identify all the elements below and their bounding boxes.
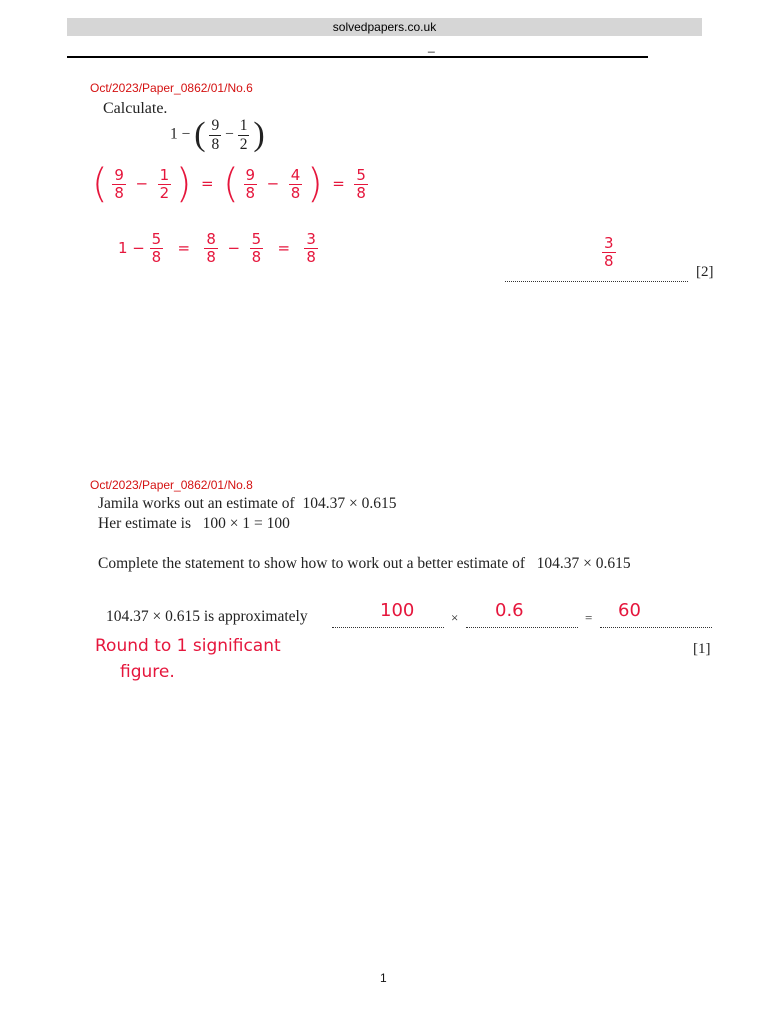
q8-line-2: Her estimate is 100 × 1 = 100	[98, 515, 290, 532]
q6-marks: [2]	[696, 264, 714, 280]
q6-answer: $\frac{3}{8}$	[604, 234, 614, 270]
q8-marks: [1]	[693, 641, 711, 657]
q8-statement: 104.37 × 0.615 is approximately	[106, 608, 308, 625]
q6-answer-line	[505, 281, 688, 282]
q8-note-line-2: figure.	[120, 662, 175, 682]
q6-reference: Oct/2023/Paper_0862/01/No.6	[90, 81, 253, 95]
site-name: solvedpapers.co.uk	[332, 20, 437, 34]
q8-blank-2	[466, 627, 578, 628]
header-dash: _	[428, 39, 435, 53]
q6-expr-open-paren: (	[194, 116, 206, 153]
q8-answer-second: 0.6	[495, 600, 524, 621]
q6-expression	[170, 118, 265, 152]
q8-instruction: Complete the statement to show how to work out a better estimate of 104.37 × 0.615	[98, 555, 631, 572]
header-rule	[67, 56, 648, 58]
q6-instruction: Calculate.	[103, 100, 168, 117]
q8-line-1: Jamila works out an estimate of 104.37 × 0.615	[98, 495, 397, 512]
q8-blank-1	[332, 627, 444, 628]
page-number: 1	[380, 971, 387, 985]
q8-answer-result: 60	[618, 600, 641, 621]
q6-expr-fraction-1: $\frac{9}{8}$	[211, 117, 220, 153]
q6-expr-close-paren: )	[253, 116, 265, 153]
q8-note-line-1: Round to 1 significant	[95, 636, 281, 656]
q6-expr-lead: 1 −	[170, 125, 191, 143]
q8-answer-first: 100	[380, 600, 415, 621]
q8-equals-sign: =	[585, 610, 593, 625]
q6-working-line-2: 1 − $\frac{5}{8}$ = $\frac{8}{8}$ − $\frac{5}{8}$ = $\frac{3}{8}$	[118, 230, 316, 266]
q8-blank-3	[600, 627, 712, 628]
q8-times-sign: ×	[451, 610, 459, 625]
q6-working-line-1: ( $\frac{9}{8}$ − $\frac{1}{2}$ ) = ( $\frac{9}{8}$ − $\frac{4}{8}$ ) = $\frac{5}{8}$	[92, 161, 366, 207]
q8-reference: Oct/2023/Paper_0862/01/No.8	[90, 478, 253, 492]
q6-expr-fraction-2: $\frac{1}{2}$	[239, 117, 248, 153]
site-banner	[67, 18, 702, 36]
q6-expr-minus: −	[225, 125, 234, 143]
